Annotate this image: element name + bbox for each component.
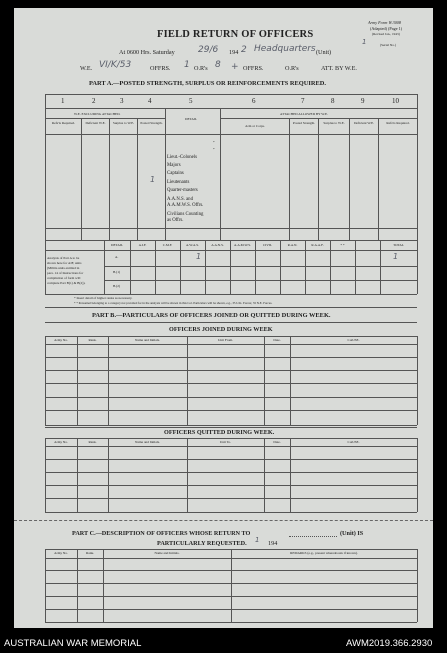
quitted-header: Rank. <box>88 440 97 444</box>
analysis-text-line: (Militia units entitled in <box>47 266 80 270</box>
rank-item: A.A.M.W.S. Offrs. <box>167 203 204 208</box>
asterisk-mark: * <box>213 140 215 144</box>
analysis-header: * * <box>340 243 345 247</box>
joined-header: Rank. <box>88 338 97 342</box>
analysis-header: C.M.F. <box>162 243 173 247</box>
rank-item: Majors <box>167 163 181 168</box>
quitted-header: CAUSE. <box>347 440 360 444</box>
sub-header-surplus: Surplus to W.E. <box>112 121 135 125</box>
unit-label: (Unit) <box>316 49 332 56</box>
rank-item: Civilians Counting <box>167 212 204 217</box>
col-number: 4 <box>148 97 152 105</box>
we-excluding-attached-header: W.E. EXCLUDING ATTACHED. <box>74 112 121 116</box>
analysis-text-line: compilation of form will <box>47 276 81 280</box>
quitted-header: Name and Initials. <box>135 440 160 444</box>
analysis-row-label: B.(2) <box>113 284 121 288</box>
rank-item: Lieut.-Colonels <box>167 155 197 160</box>
part-c-line2: PARTICULARLY REQUESTED. <box>157 540 247 547</box>
hand-analysis-total: 1 <box>393 252 399 261</box>
analysis-text-line: shown here for AIF, units <box>47 261 82 265</box>
serial-value: 1 <box>362 38 367 46</box>
hand-posted-mark: 1 <box>150 175 156 184</box>
sub-header-att-surplus: Surplus to W.E. <box>323 121 345 125</box>
quitted-header: Date. <box>273 440 281 444</box>
col-number: 2 <box>92 97 96 105</box>
col-number: 6 <box>252 97 256 105</box>
part-c-header: Rank. <box>85 551 94 555</box>
part-b-title: PART B.—PARTICULARS OF OFFICERS JOINED OR QUITTED DURING WEEK. <box>92 312 331 319</box>
rank-item: Captains <box>167 171 184 176</box>
joined-header: Date. <box>273 338 281 342</box>
sub-header-posted: Posted Strength. <box>140 121 163 125</box>
part-c-header: Army No. <box>54 551 68 555</box>
part-a-title: PART A.—POSTED STRENGTH, SURPLUS OR REINFORCEMENTS REQUIRED. <box>89 80 326 87</box>
col-number: 7 <box>301 97 305 105</box>
we-label: W.E. <box>80 65 93 72</box>
joined-title: OFFICERS JOINED DURING WEEK <box>169 326 273 333</box>
at-line-prefix: At 0600 Hrs. Saturday <box>119 49 175 56</box>
sub-header-arm-corps: Arm or Corps. <box>245 124 265 128</box>
analysis-header: R.A.A.F. <box>311 243 324 247</box>
offrs-label: OFFRS. <box>150 65 171 72</box>
serial-label: (Serial No.) <box>380 43 397 47</box>
footnote-1: * Insert detail of higher ranks as necessary. <box>74 296 133 300</box>
army-form-adapted: (Adapted) (Page 1) <box>370 26 403 31</box>
hand-unit: Headquarters <box>254 44 316 54</box>
joined-header: CAUSE. <box>347 338 360 342</box>
part-c-header: REMARKS (e.g., present whereabouts if known). <box>290 551 358 555</box>
col-number: 8 <box>331 97 335 105</box>
joined-header: Army No. <box>54 338 68 342</box>
col-number: 5 <box>189 97 193 105</box>
sub-header-reinforcements: Refs'ts Required. <box>51 121 76 125</box>
sub-header-att-posted: Posted Strength. <box>292 121 316 125</box>
joined-header: Name and Initials. <box>135 338 160 342</box>
part-c-year: 194 <box>268 540 278 547</box>
footer-credit: AUSTRALIAN WAR MEMORIAL <box>4 638 142 649</box>
hand-offrs-value: 1 <box>184 60 190 70</box>
tear-line <box>14 520 433 521</box>
attached-allowed-header: ATTACHED ALLOWED BY W.E. <box>280 112 328 116</box>
part-c-title: PART C.—DESCRIPTION OF OFFICERS WHOSE RETURN TO <box>72 530 251 537</box>
sub-header-deficient: Deficient W.E. <box>85 121 106 125</box>
hand-part-c-mark: 1 <box>255 536 260 544</box>
hand-year: 2 <box>241 45 247 55</box>
col-number: 1 <box>61 97 65 105</box>
quitted-title: OFFICERS QUITTED DURING WEEK. <box>164 429 275 436</box>
sub-header-att-deficient: Deficient W.E. <box>353 121 375 125</box>
analysis-row-label: A. <box>115 255 119 259</box>
analysis-row-label: B.(1) <box>113 270 121 274</box>
hand-date: 29/6 <box>198 45 219 55</box>
ors2-label: O.R's <box>285 65 299 72</box>
hand-we-value: VI/K/53 <box>99 60 132 70</box>
rank-item: Quarter-masters <box>167 188 198 193</box>
rank-item: as Offrs. <box>167 218 184 223</box>
form-title: FIELD RETURN OF OFFICERS <box>157 29 314 40</box>
analysis-header: A.A.N.S. <box>211 243 224 247</box>
footnote-2: * * Personnel belonging to a category not provided for in the analysis will be shown in this Col. Particulars will be shown, e.g., 35 U.K. Forces; 35 N.E. Forces. <box>74 301 273 305</box>
sub-header-att-reinforcements: Refs'ts Required. <box>386 121 410 125</box>
at-line-year-prefix: 194 <box>229 49 239 56</box>
analysis-header: R.A.N. <box>287 243 298 247</box>
analysis-header: A.A.M.W.S. <box>234 243 251 247</box>
analysis-header: A.I.F. <box>138 243 147 247</box>
detail-header: DETAIL <box>185 117 197 121</box>
footer-accession-number: AWM2019.366.2930 <box>346 638 433 649</box>
quitted-header: Army No. <box>54 440 68 444</box>
att-label: ATT. BY W.E. <box>321 65 357 72</box>
ors-label: O.R's <box>194 65 208 72</box>
part-c-header: Name and Initials. <box>154 551 180 555</box>
hand-ors-value: 8 <box>215 60 221 70</box>
hand-plus: + <box>231 62 239 72</box>
army-form-number: Army Form W.3008 <box>368 20 401 25</box>
asterisk-mark: * <box>213 147 215 151</box>
joined-header: Unit From. <box>217 338 234 342</box>
analysis-header: TOTAL <box>393 243 404 247</box>
analysis-text-line: Analysis of Part A to be <box>47 256 80 260</box>
analysis-header: CIVIL <box>262 243 273 247</box>
col-number: 10 <box>392 97 399 105</box>
analysis-text-line: para. 14 of Instructions for <box>47 271 84 275</box>
rank-item: A.A.N.S. and <box>167 197 193 202</box>
offrs2-label: OFFRS. <box>243 65 264 72</box>
hand-analysis-value: 1 <box>196 252 202 261</box>
analysis-header: DETAIL <box>111 243 123 247</box>
part-c-unit-suffix: (Unit) IS <box>340 530 364 537</box>
analysis-header: A.W.A.S. <box>185 243 200 247</box>
col-number: 3 <box>120 97 124 105</box>
analysis-text-line: complete Part B(1) & B(2)). <box>47 281 86 285</box>
quitted-header: Unit To. <box>219 440 232 444</box>
army-form-revised: (Revised Jan., 1943) <box>372 32 400 36</box>
col-number: 9 <box>361 97 365 105</box>
rank-item: Lieutenants <box>167 180 190 185</box>
